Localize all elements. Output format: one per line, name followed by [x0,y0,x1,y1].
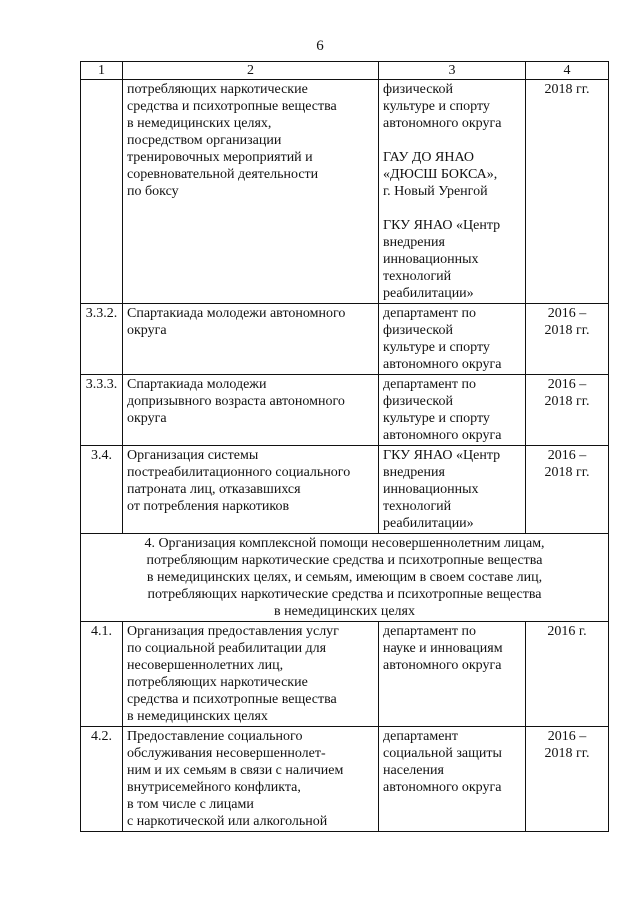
period-line: 2018 гг. [544,465,590,480]
executor-line: культуре и спорту [383,411,490,426]
period-cell [526,727,609,832]
activity-line: округа [127,411,167,426]
executor-line: г. Новый Уренгой [383,184,488,199]
item-number [81,80,123,304]
activity-line: посредством организации [127,133,282,148]
period-line: 2018 гг. [544,82,590,97]
plan-table [80,61,609,832]
executor-line: технологий [383,499,452,514]
activity-cell [123,80,379,304]
executor-line: ГАУ ДО ЯНАО [383,150,474,165]
executor-line: автономного округа [383,658,502,673]
page-number: 6 [316,38,324,54]
table-row [81,622,609,727]
executor-line: реабилитации» [383,286,474,301]
activity-line: допризывного возраста автономного [127,394,345,409]
activity-line: Спартакиада молодежи [127,377,267,392]
section-heading-line: в немедицинских целях, и семьям, имеющим в своем составе лиц, [146,570,543,585]
executor-line: культуре и спорту [383,340,490,355]
executor-cell [379,446,526,534]
activity-line: в немедицинских целях, [127,116,272,131]
activity-line: несовершеннолетних лиц, [127,658,284,673]
executor-line: ГКУ ЯНАО «Центр [383,448,501,463]
activity-line: в немедицинских целях [127,709,268,724]
executor-line: автономного округа [383,428,502,443]
activity-line: соревновательной деятельности [127,167,319,182]
block-spacer [383,132,521,149]
section-heading [81,534,609,622]
item-number: 4.1. [81,622,123,727]
executor-line: физической [383,82,453,97]
activity-cell [123,727,379,832]
period-line: 2016 г. [547,624,587,639]
period-line: 2016 – [547,306,587,321]
activity-line: в том числе с лицами [127,797,254,812]
executor-line: социальной защиты [383,746,502,761]
activity-line: от потребления наркотиков [127,499,290,514]
table-row [81,727,609,832]
activity-line: потребляющих наркотические [127,675,308,690]
executor-line: инновационных [383,252,479,267]
activity-line: Организация системы [127,448,259,463]
section-heading-line: потребляющих наркотические средства и психотропные вещества [147,587,542,602]
executor-line: реабилитации» [383,516,474,531]
executor-line: автономного округа [383,780,502,795]
activity-line: постреабилитационного социального [127,465,351,480]
block-spacer [383,200,521,217]
activity-cell [123,622,379,727]
activity-line: патроната лиц, отказавшихся [127,482,301,497]
executor-line: населения [383,763,444,778]
executor-line: департамент [383,729,459,744]
column-number-4: 4 [526,62,609,80]
activity-line: Организация предоставления услуг [127,624,339,639]
period-line: 2018 гг. [544,394,590,409]
executor-cell [379,304,526,375]
executor-line: инновационных [383,482,479,497]
column-number-2: 2 [123,62,379,80]
activity-line: Спартакиада молодежи автономного [127,306,346,321]
activity-cell [123,446,379,534]
activity-line: с наркотической или алкогольной [127,814,328,829]
executor-cell [379,727,526,832]
activity-line: потребляющих наркотические [127,82,308,97]
column-number-1: 1 [81,62,123,80]
activity-line: по боксу [127,184,179,199]
table-row [81,375,609,446]
executor-line: департамент по [383,377,477,392]
executor-line: автономного округа [383,116,502,131]
activity-line: средства и психотропные вещества [127,99,337,114]
table-header-row [81,62,609,80]
executor-line: департамент по [383,624,477,639]
section-heading-line: 4. Организация комплексной помощи несовершеннолетним лицам, [144,536,545,551]
period-line: 2018 гг. [544,746,590,761]
item-number: 3.4. [81,446,123,534]
activity-line: обслуживания несовершеннолет- [127,746,326,761]
table-row-continued [81,80,609,304]
item-number: 3.3.3. [81,375,123,446]
period-line: 2016 – [547,729,587,744]
executor-cell [379,622,526,727]
period-cell [526,622,609,727]
executor-line: внедрения [383,465,445,480]
table-row [81,304,609,375]
period-line: 2016 – [547,448,587,463]
executor-line: физической [383,323,453,338]
period-cell [526,375,609,446]
executor-line: «ДЮСШ БОКСА», [383,167,498,182]
period-cell [526,446,609,534]
item-number: 4.2. [81,727,123,832]
activity-line: ним и их семьям в связи с наличием [127,763,344,778]
executor-cell [379,375,526,446]
executor-line: внедрения [383,235,445,250]
activity-cell [123,375,379,446]
period-line: 2018 гг. [544,323,590,338]
section-heading-row [81,534,609,622]
executor-line: автономного округа [383,357,502,372]
section-heading-line: потребляющим наркотические средства и психотропные вещества [146,553,543,568]
period-cell [526,304,609,375]
activity-line: тренировочных мероприятий и [127,150,313,165]
activity-line: Предоставление социального [127,729,303,744]
activity-cell [123,304,379,375]
executor-line: департамент по [383,306,477,321]
period-cell [526,80,609,304]
activity-line: средства и психотропные вещества [127,692,337,707]
period-line: 2016 – [547,377,587,392]
activity-line: округа [127,323,167,338]
executor-line: технологий [383,269,452,284]
executor-cell [379,80,526,304]
executor-line: науке и инновациям [383,641,503,656]
executor-line: культуре и спорту [383,99,490,114]
table-row [81,446,609,534]
activity-line: по социальной реабилитации для [127,641,327,656]
column-number-3: 3 [379,62,526,80]
activity-line: внутрисемейного конфликта, [127,780,301,795]
item-number: 3.3.2. [81,304,123,375]
executor-line: физической [383,394,453,409]
executor-line: ГКУ ЯНАО «Центр [383,218,501,233]
section-heading-line: в немедицинских целях [274,604,415,619]
